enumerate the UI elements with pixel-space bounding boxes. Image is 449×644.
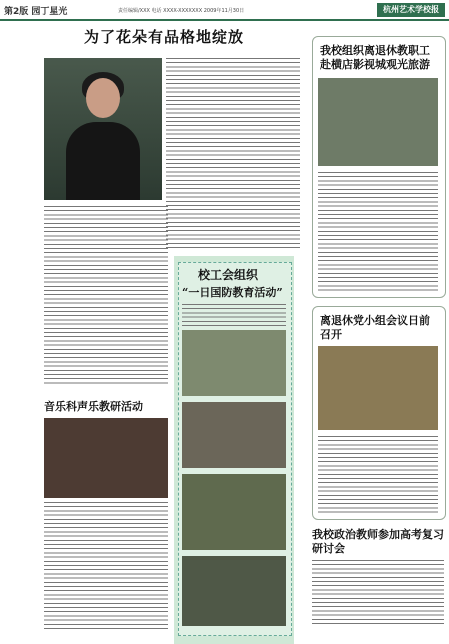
politics-text xyxy=(312,560,444,626)
green-photo-4 xyxy=(182,556,286,626)
retired-trip-text xyxy=(318,172,438,292)
music-text xyxy=(44,502,168,630)
music-title: 音乐科声乐教研活动 xyxy=(44,400,143,413)
retired-trip-photo xyxy=(318,78,438,166)
politics-title: 我校政治教师参加高考复习研讨会 xyxy=(312,528,444,555)
green-feature-text xyxy=(182,304,286,328)
header-rule xyxy=(0,19,449,21)
lead-portrait-photo xyxy=(44,58,162,200)
page-header xyxy=(0,0,449,20)
green-photo-3 xyxy=(182,474,286,550)
retired-party-text xyxy=(318,436,438,514)
right-column xyxy=(312,28,444,628)
green-photo-2 xyxy=(182,402,286,468)
masthead: 杭州艺术学校报 xyxy=(377,3,445,17)
lead-right-text xyxy=(166,58,300,248)
lead-bottom-text xyxy=(44,206,168,384)
retired-party-photo xyxy=(318,346,438,430)
retired-trip-title: 我校组织离退休教职工赴横店影视城观光旅游 xyxy=(320,44,430,71)
portrait-face xyxy=(86,78,120,118)
green-feature-title-1: 校工会组织 xyxy=(198,268,259,282)
green-feature-title-2: “一日国防教育活动” xyxy=(182,286,283,299)
page-number: 第2版 园丁星光 xyxy=(4,7,68,17)
retired-party-title: 离退休党小组会议日前召开 xyxy=(320,314,430,341)
music-photo xyxy=(44,418,168,498)
header-meta: 责任编辑/XXX 电话 XXXX-XXXXXXX 2009年11月30日 xyxy=(118,8,245,14)
lead-headline: 为了花朵有品格地绽放 xyxy=(84,28,245,46)
green-photo-1 xyxy=(182,330,286,396)
portrait-body xyxy=(66,122,140,200)
